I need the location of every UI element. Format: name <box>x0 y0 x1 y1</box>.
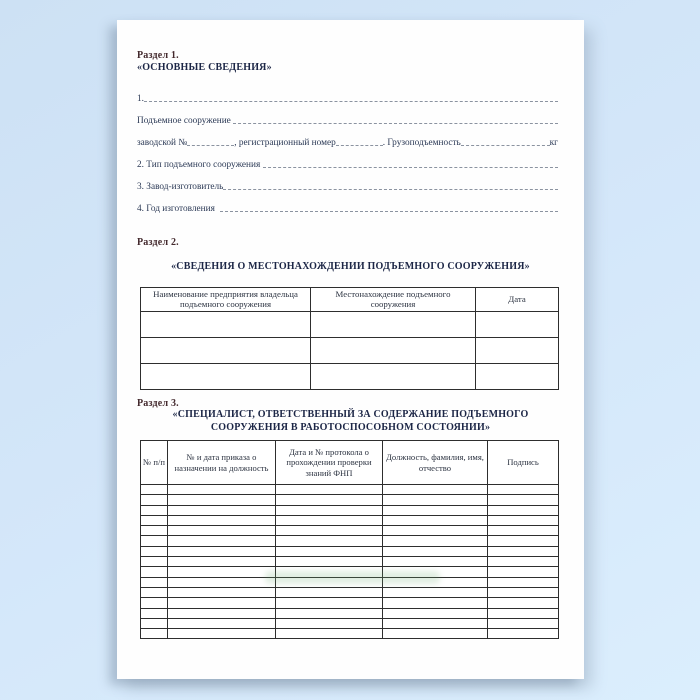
empty-cell <box>383 495 488 505</box>
empty-cell <box>141 495 168 505</box>
empty-cell <box>488 567 559 577</box>
empty-cell <box>488 577 559 587</box>
location-header: Местонахождение подъемного сооружения <box>311 288 476 312</box>
empty-cell <box>141 311 311 337</box>
section2-label: Раздел 2. <box>137 237 179 248</box>
empty-cell <box>141 546 168 556</box>
section1-title: «ОСНОВНЫЕ СВЕДЕНИЯ» <box>137 62 272 73</box>
empty-cell <box>276 515 383 525</box>
protocol-header: Дата и № протокола о прохождении проверки знаний ФНП <box>276 441 383 485</box>
empty-cell <box>488 557 559 567</box>
blank-line <box>336 136 383 146</box>
empty-cell <box>383 598 488 608</box>
year-label: 4. Год изготовления <box>137 204 220 214</box>
empty-table-row <box>141 629 559 639</box>
empty-table-row <box>141 618 559 628</box>
empty-table-row <box>141 587 559 597</box>
empty-cell <box>141 587 168 597</box>
empty-cell <box>383 587 488 597</box>
empty-cell <box>276 629 383 639</box>
field-line-5 <box>137 178 558 192</box>
factory-number-label: заводской № <box>137 138 188 148</box>
empty-cell <box>276 505 383 515</box>
empty-cell <box>311 311 476 337</box>
empty-cell <box>276 618 383 628</box>
empty-cell <box>141 598 168 608</box>
empty-table-row <box>141 505 559 515</box>
empty-cell <box>488 515 559 525</box>
empty-cell <box>488 526 559 536</box>
empty-cell <box>168 567 276 577</box>
empty-cell <box>141 608 168 618</box>
empty-cell <box>311 337 476 363</box>
field-line-2-label: Подъемное сооружение <box>137 116 234 126</box>
field-line-1-label: 1. <box>137 94 144 104</box>
empty-cell <box>276 536 383 546</box>
empty-cell <box>141 363 311 389</box>
empty-cell <box>141 567 168 577</box>
empty-cell <box>488 495 559 505</box>
empty-cell <box>383 546 488 556</box>
blank-line <box>263 158 558 168</box>
blank-line <box>220 202 558 212</box>
empty-cell <box>276 608 383 618</box>
registration-number-label: , регистрационный номер <box>234 138 336 148</box>
empty-cell <box>141 629 168 639</box>
section3-title-line1: «СПЕЦИАЛИСТ, ОТВЕТСТВЕННЫЙ ЗА СОДЕРЖАНИЕ ПОДЪЕМНОГО <box>172 409 529 420</box>
empty-cell <box>168 587 276 597</box>
empty-cell <box>383 515 488 525</box>
field-line-1 <box>137 90 558 104</box>
empty-table-row <box>141 608 559 618</box>
section3-title <box>117 409 584 434</box>
empty-cell <box>276 557 383 567</box>
empty-cell <box>141 526 168 536</box>
empty-table-row <box>141 536 559 546</box>
blank-line <box>223 180 558 190</box>
appointment-order-header: № и дата приказа о назначении на должность <box>168 441 276 485</box>
empty-cell <box>476 363 559 389</box>
empty-cell <box>168 608 276 618</box>
empty-cell <box>383 618 488 628</box>
empty-cell <box>488 618 559 628</box>
empty-cell <box>476 337 559 363</box>
field-line-6 <box>137 200 558 214</box>
specialist-table <box>140 440 559 639</box>
empty-cell <box>168 629 276 639</box>
empty-cell <box>168 505 276 515</box>
blank-line <box>144 92 558 102</box>
empty-cell <box>141 618 168 628</box>
empty-table-row <box>141 526 559 536</box>
empty-cell <box>383 526 488 536</box>
empty-cell <box>168 557 276 567</box>
empty-table-row <box>141 485 559 495</box>
type-label: 2. Тип подъемного сооружения <box>137 160 263 170</box>
empty-cell <box>141 557 168 567</box>
empty-cell <box>276 495 383 505</box>
empty-cell <box>276 485 383 495</box>
empty-table-row <box>141 557 559 567</box>
empty-cell <box>141 577 168 587</box>
blank-line <box>233 114 558 124</box>
empty-cell <box>276 526 383 536</box>
empty-cell <box>168 618 276 628</box>
empty-cell <box>383 485 488 495</box>
blank-line <box>187 136 234 146</box>
load-capacity-label: . Грузоподъемность <box>382 138 461 148</box>
empty-table-row <box>141 337 559 363</box>
date-header: Дата <box>476 288 559 312</box>
empty-cell <box>168 546 276 556</box>
field-line-3 <box>137 134 558 148</box>
section3-label: Раздел 3. <box>137 398 179 409</box>
location-table <box>140 287 559 390</box>
section1-label: Раздел 1. <box>137 50 179 61</box>
empty-cell <box>276 587 383 597</box>
empty-cell <box>141 515 168 525</box>
field-line-2 <box>137 112 558 126</box>
empty-cell <box>488 587 559 597</box>
signature-header: Подпись <box>488 441 559 485</box>
empty-table-row <box>141 598 559 608</box>
empty-cell <box>168 526 276 536</box>
owner-name-header: Наименование предприятия владельца подъемного сооружения <box>141 288 311 312</box>
empty-table-row <box>141 363 559 389</box>
empty-cell <box>168 577 276 587</box>
empty-table-row <box>141 515 559 525</box>
empty-cell <box>168 598 276 608</box>
empty-cell <box>488 629 559 639</box>
section3-title-line2: СООРУЖЕНИЯ В РАБОТОСПОСОБНОМ СОСТОЯНИИ» <box>210 421 491 433</box>
empty-cell <box>168 485 276 495</box>
empty-table-row <box>141 495 559 505</box>
section2-title: «СВЕДЕНИЯ О МЕСТОНАХОЖДЕНИИ ПОДЪЕМНОГО СООРУЖЕНИЯ» <box>171 261 530 272</box>
empty-cell <box>488 546 559 556</box>
empty-cell <box>476 311 559 337</box>
empty-cell <box>276 546 383 556</box>
empty-cell <box>311 363 476 389</box>
empty-cell <box>383 536 488 546</box>
empty-table-row <box>141 311 559 337</box>
manufacturer-label: 3. Завод-изготовитель <box>137 182 224 192</box>
empty-table-row <box>141 546 559 556</box>
blank-line <box>461 136 550 146</box>
empty-cell <box>488 608 559 618</box>
position-name-header: Должность, фамилия, имя, отчество <box>383 441 488 485</box>
empty-cell <box>141 536 168 546</box>
empty-cell <box>383 608 488 618</box>
empty-cell <box>488 505 559 515</box>
empty-cell <box>141 505 168 515</box>
empty-cell <box>276 598 383 608</box>
empty-cell <box>383 629 488 639</box>
empty-cell <box>383 505 488 515</box>
location-table-header-row <box>141 288 559 312</box>
watermark-smudge <box>265 571 440 584</box>
empty-cell <box>488 536 559 546</box>
empty-cell <box>168 536 276 546</box>
empty-cell <box>488 598 559 608</box>
empty-cell <box>488 485 559 495</box>
row-number-header: № п/п <box>141 441 168 485</box>
empty-cell <box>168 495 276 505</box>
specialist-table-header-row <box>141 441 559 485</box>
empty-cell <box>141 485 168 495</box>
field-line-4 <box>137 156 558 170</box>
empty-cell <box>168 515 276 525</box>
empty-cell <box>141 337 311 363</box>
document-page <box>117 20 584 679</box>
empty-cell <box>383 557 488 567</box>
kg-unit-label: кг <box>549 138 558 148</box>
